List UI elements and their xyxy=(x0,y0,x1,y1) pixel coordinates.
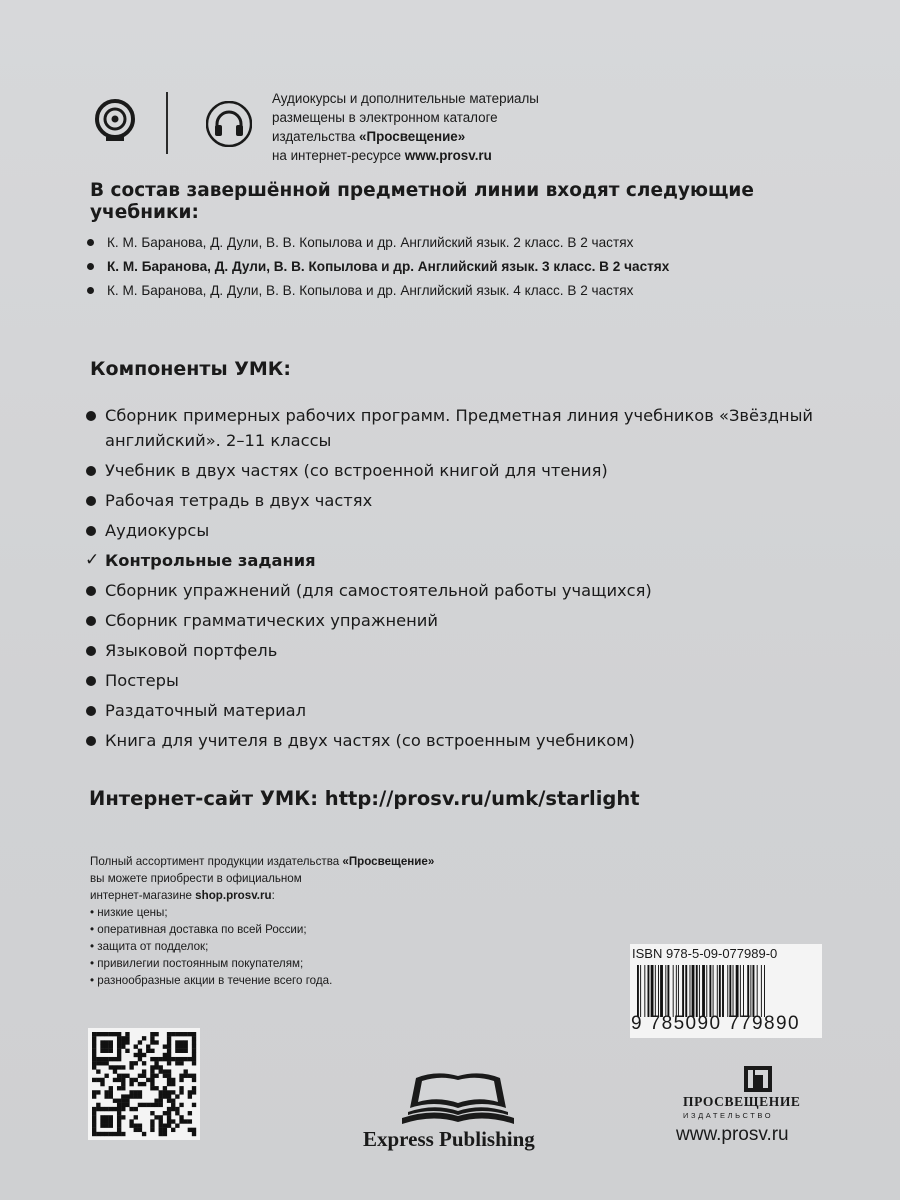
shop-benefit: • защита от подделок; xyxy=(90,940,209,953)
umk-item-label: Рабочая тетрадь в двух частях xyxy=(105,491,373,510)
umk-item xyxy=(85,608,825,633)
prosv-url-link[interactable]: www.prosv.ru xyxy=(676,1124,789,1145)
umk-item-label: Языковой портфель xyxy=(105,641,278,660)
umk-heading: Компоненты УМК: xyxy=(90,358,291,380)
barcode-digits: 9 785090 779890 xyxy=(631,1013,800,1034)
publisher-name: «Просвещение» xyxy=(359,129,466,144)
umk-item-label: Раздаточный материал xyxy=(105,701,307,720)
bullet-icon xyxy=(87,287,94,294)
umk-item-label: Аудиокурсы xyxy=(105,521,210,540)
umk-item-label: Сборник грамматических упражнений xyxy=(105,611,438,630)
umk-item xyxy=(85,488,825,513)
bullet-icon xyxy=(86,496,96,506)
bullet-icon xyxy=(87,263,94,270)
qr-code-icon[interactable] xyxy=(88,1028,200,1140)
series-book-item xyxy=(87,281,817,300)
prosv-logo-icon xyxy=(740,1064,776,1094)
umk-item xyxy=(85,403,825,453)
prosv-link[interactable]: www.prosv.ru xyxy=(404,148,492,163)
umk-item-label: Контрольные задания xyxy=(105,551,316,570)
shop-benefit: • низкие цены; xyxy=(90,906,168,919)
audio-note-line: размещены в электронном каталоге xyxy=(272,110,498,125)
shop-text: интернет-магазине xyxy=(90,889,196,902)
umk-item-label: Сборник упражнений (для самостоятельной работы учащихся) xyxy=(105,581,652,600)
audio-note-line: Аудиокурсы и дополнительные материалы xyxy=(272,91,539,106)
disc-icon xyxy=(92,98,138,144)
umk-item-label: Книга для учителя в двух частях (со встроенным учебником) xyxy=(105,731,635,750)
umk-item xyxy=(85,638,825,663)
shop-benefit: • привилегии постоянным покупателям; xyxy=(90,957,304,970)
bullet-icon xyxy=(86,411,96,421)
audio-note xyxy=(272,89,612,165)
book-title: К. М. Баранова, Д. Дули, В. В. Копылова и др. Английский язык. 2 класс. В 2 частях xyxy=(107,235,634,250)
umk-item-label: Сборник примерных рабочих программ. Предметная линия учебников «Звёздный английский». 2–11 классы xyxy=(105,406,814,450)
umk-item xyxy=(85,728,825,753)
umk-item-current xyxy=(85,548,825,573)
shop-benefit: • оперативная доставка по всей России; xyxy=(90,923,307,936)
bullet-icon xyxy=(86,526,96,536)
umk-item-label: Учебник в двух частях (со встроенной книгой для чтения) xyxy=(105,461,608,480)
bullet-icon xyxy=(86,616,96,626)
checkmark-icon: ✓ xyxy=(85,550,100,570)
prosv-subtitle: ИЗДАТЕЛЬСТВО xyxy=(683,1111,774,1120)
audio-note-text: на интернет-ресурсе xyxy=(272,148,405,163)
umk-list xyxy=(85,403,825,758)
umk-item xyxy=(85,698,825,723)
series-heading: В состав завершённой предметной линии входят следующие учебники: xyxy=(90,180,754,223)
umk-item xyxy=(85,458,825,483)
audio-note-text: издательства xyxy=(272,129,360,144)
series-book-item-current xyxy=(87,257,817,276)
shop-link[interactable]: shop.prosv.ru xyxy=(195,889,272,902)
bullet-icon xyxy=(86,646,96,656)
bullet-icon xyxy=(86,466,96,476)
shop-line: вы можете приобрести в официальном xyxy=(90,872,302,885)
shop-benefits-list xyxy=(90,904,510,989)
express-book-icon xyxy=(398,1068,518,1128)
bullet-icon xyxy=(87,239,94,246)
umk-item xyxy=(85,578,825,603)
umk-item-label: Постеры xyxy=(105,671,179,690)
series-book-list xyxy=(87,233,817,305)
header-divider xyxy=(166,92,168,154)
barcode-icon xyxy=(637,965,817,1017)
publisher-name: «Просвещение» xyxy=(342,855,435,868)
audio-note-line xyxy=(272,146,612,165)
umk-website-link[interactable]: Интернет-сайт УМК: http://prosv.ru/umk/starlight xyxy=(89,787,640,810)
headphones-icon xyxy=(206,101,252,147)
bullet-icon xyxy=(86,586,96,596)
shop-line xyxy=(90,853,510,870)
shop-benefit: • разнообразные акции в течение всего года. xyxy=(90,974,333,987)
bullet-icon xyxy=(86,736,96,746)
isbn-label: ISBN 978-5-09-077989-0 xyxy=(632,946,778,961)
shop-text: : xyxy=(271,889,275,902)
audio-note-line xyxy=(272,127,612,146)
series-book-item xyxy=(87,233,817,252)
bullet-icon xyxy=(86,706,96,716)
umk-item xyxy=(85,518,825,543)
book-title: К. М. Баранова, Д. Дули, В. В. Копылова и др. Английский язык. 4 класс. В 2 частях xyxy=(107,283,634,298)
umk-item xyxy=(85,668,825,693)
prosv-name: ПРОСВЕЩЕНИЕ xyxy=(683,1094,801,1109)
shop-line xyxy=(90,887,510,904)
shop-text: Полный ассортимент продукции издательства xyxy=(90,855,343,868)
book-title: К. М. Баранова, Д. Дули, В. В. Копылова и др. Английский язык. 3 класс. В 2 частях xyxy=(107,259,670,274)
shop-info xyxy=(90,853,510,989)
express-publishing-name: Express Publishing xyxy=(363,1127,535,1151)
bullet-icon xyxy=(86,676,96,686)
